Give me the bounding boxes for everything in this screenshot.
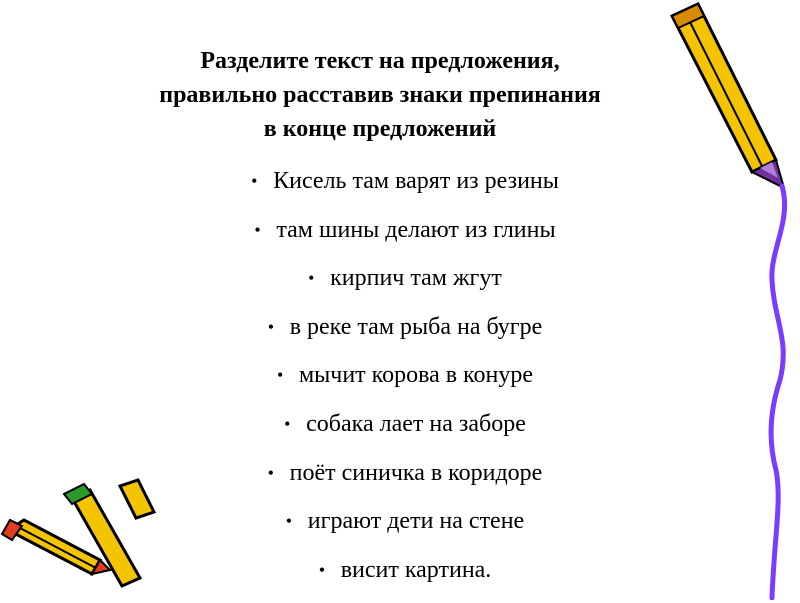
bullet-icon: • [285,511,293,532]
title-line-3: в конце предложений [263,116,497,142]
list-item: • играют дети на стене [285,508,525,535]
bullet-icon: • [251,171,258,191]
list-item: • мычит корова в конуре [276,362,534,389]
bullet-icon: • [267,462,274,483]
title-line-1: Разделите текст на предложения, [200,48,560,74]
list-item: • висит картина. [318,556,492,583]
title-line-2: правильно расставив знаки препинания [159,82,601,108]
bullet-icon: • [254,219,261,240]
bullet-icon: • [308,268,315,289]
bullet-icon: • [284,413,291,434]
list-item: • поёт синичка в коридоре [267,459,543,486]
list-item: • собака лает на заборе [284,410,526,437]
bullet-icon: • [276,365,284,386]
crossed-pencils-icon [2,480,154,586]
list-item: • там шины делают из глины [254,216,556,243]
list-item: • Кисель там варят из резины [251,168,559,194]
list-item: • в реке там рыба на бугре [267,313,543,340]
list-item: • кирпич там жгут [308,265,502,292]
pencil-icon [672,4,784,188]
bullet-icon: • [318,559,325,580]
squiggle-line-icon [771,186,785,598]
bullet-icon: • [267,316,274,337]
